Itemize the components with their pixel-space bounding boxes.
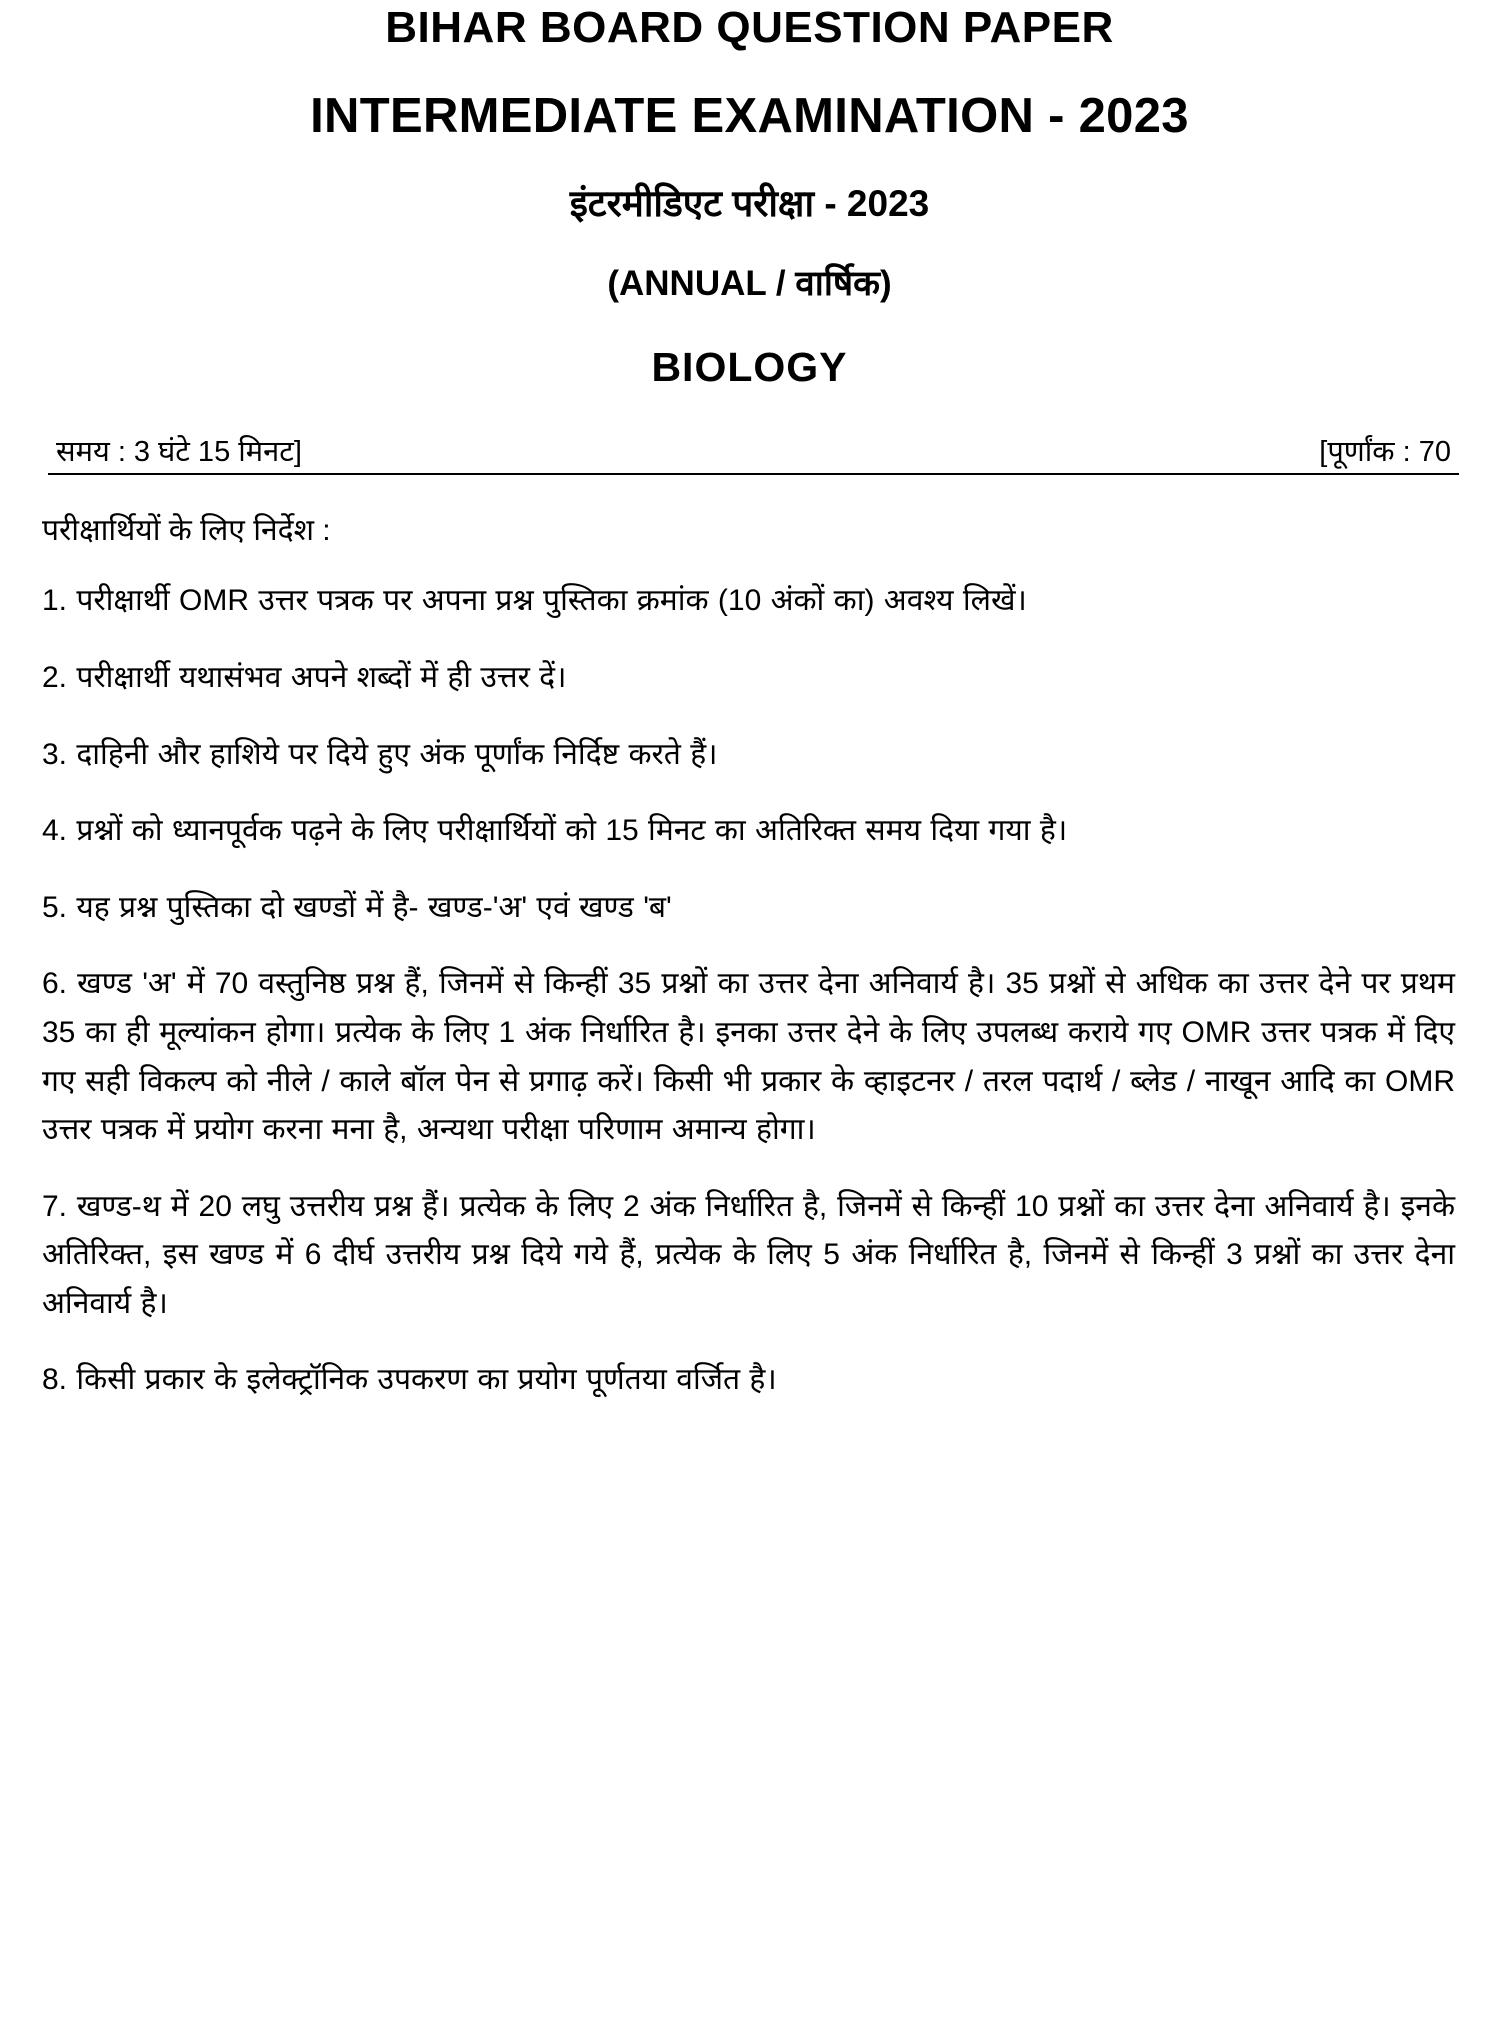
board-title: BIHAR BOARD QUESTION PAPER bbox=[385, 3, 1114, 52]
exam-title-hindi: इंटरमीडिएट परीक्षा - 2023 bbox=[569, 183, 930, 224]
instruction-item: 7. खण्ड-थ में 20 लघु उत्तरीय प्रश्न हैं। प्रत्येक के लिए 2 अंक निर्धारित है, जिनमें से किन्हीं 10 प्रश्नों का उत्तर देना अनिवार्य है। इनके अतिरिक्त, इस खण्ड में 6 दीर्घ उत्तरीय प्रश्न दिये गये हैं, प्रत्येक के लिए 5 अंक निर्धारित है, जिनमें से किन्हीं 3 प्रश्नों का उत्तर देना अनिवार्य है। bbox=[42, 1189, 1455, 1320]
instruction-item: 6. खण्ड 'अ' में 70 वस्तुनिष्ठ प्रश्न हैं, जिनमें से किन्हीं 35 प्रश्नों का उत्तर देना अनिवार्य है। 35 प्रश्नों से अधिक का उत्तर देने पर प्रथम 35 का ही मूल्यांकन होगा। प्रत्येक के लिए 1 अंक निर्धारित है। इनका उत्तर देने के लिए उपलब्ध कराये गए OMR उत्तर पत्रक में दिए गए सही विकल्प को नीले / काले बॉल पेन से प्रगाढ़ करें। किसी भी प्रकार के व्हाइटनर / तरल पदार्थ / ब्लेड / नाखून आदि का OMR उत्तर पत्रक में प्रयोग करना मना है, अन्यथा परीक्षा परिणाम अमान्य होगा। bbox=[42, 967, 1455, 1147]
instruction-item: 5. यह प्रश्न पुस्तिका दो खण्डों में है- खण्ड-'अ' एवं खण्ड 'ब' bbox=[42, 890, 672, 924]
instruction-item: 3. दाहिनी और हाशिये पर दिये हुए अंक पूर्णांक निर्दिष्ट करते हैं। bbox=[42, 737, 718, 771]
instruction-item: 8. किसी प्रकार के इलेक्ट्रॉनिक उपकरण का प्रयोग पूर्णतया वर्जित है। bbox=[42, 1363, 777, 1397]
instructions-heading: परीक्षार्थियों के लिए निर्देश : bbox=[42, 514, 331, 548]
instruction-item: 2. परीक्षार्थी यथासंभव अपने शब्दों में ही उत्तर दें। bbox=[42, 660, 567, 694]
exam-full-marks: [पूर्णांक : 70 bbox=[1319, 436, 1451, 471]
meta-divider-rule bbox=[48, 473, 1459, 475]
instruction-item: 4. प्रश्नों को ध्यानपूर्वक पढ़ने के लिए परीक्षार्थियों को 15 मिनट का अतिरिक्त समय दिया गया है। bbox=[42, 814, 1068, 848]
page-header bbox=[40, 0, 1459, 388]
exam-type: (ANNUAL / वार्षिक) bbox=[607, 264, 892, 303]
exam-meta-row bbox=[40, 436, 1459, 471]
exam-title-english: INTERMEDIATE EXAMINATION - 2023 bbox=[310, 89, 1189, 143]
subject-title: BIOLOGY bbox=[651, 344, 848, 390]
instructions-list bbox=[40, 577, 1459, 1405]
exam-duration: समय : 3 घंटे 15 मिनट] bbox=[56, 436, 302, 471]
instruction-item: 1. परीक्षार्थी OMR उत्तर पत्रक पर अपना प्रश्न पुस्तिका क्रमांक (10 अंकों का) अवश्य लिखें। bbox=[42, 584, 1027, 618]
